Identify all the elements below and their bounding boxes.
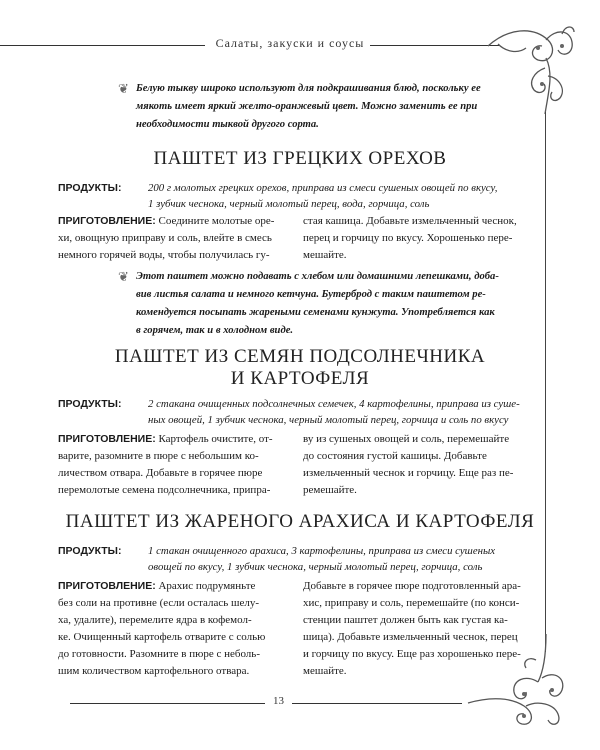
leaf-ornament-icon: ❦ (118, 269, 129, 284)
ingredients-line: овощей по вкусу, 1 зубчик чеснока, черный молотый перец, горчица, соль (148, 561, 483, 573)
preparation-label: ПРИГОТОВЛЕНИЕ: (58, 580, 156, 592)
tip-line: необходимости тыквой другого сорта. (136, 119, 319, 130)
recipe-title-walnut-pate: ПАШТЕТ ИЗ ГРЕЦКИХ ОРЕХОВ (153, 148, 447, 169)
preparation-right-column (303, 578, 538, 680)
prep-line: ву из сушеных овощей и соль, перемешайте (303, 433, 510, 445)
prep-line: до готовности. Разомните в пюре с неболь- (58, 648, 260, 660)
footer-rule-left (70, 703, 265, 704)
preparation-label: ПРИГОТОВЛЕНИЕ: (58, 215, 156, 227)
preparation-right-column (303, 431, 535, 499)
products-label: ПРОДУКТЫ: (58, 398, 122, 410)
prep-line: немного горячей воды, чтобы получилась гу- (58, 249, 270, 261)
ingredients-line: 200 г молотых грецких орехов, приправа из смеси сушеных овощей по вкусу, (148, 182, 498, 194)
header-rule-left (0, 45, 205, 46)
prep-line: варите, разомните в пюре с небольшим ко- (58, 450, 259, 462)
prep-line: Картофель очистите, от- (155, 433, 273, 445)
prep-line: личеством отвара. Добавьте в горячее пюре (58, 467, 263, 479)
ingredients-line: 2 стакана очищенных подсолнечных семечек, 4 картофелины, приправа из суше- (148, 398, 520, 410)
preparation-left-column (58, 431, 290, 499)
tip-line: Белую тыкву широко используют для подкрашивания блюд, поскольку ее (136, 83, 481, 94)
prep-line: Соедините молотые оре- (155, 215, 275, 227)
ingredients-line: 1 стакан очищенного арахиса, 3 картофелины, приправа из смеси сушеных (148, 545, 496, 557)
prep-line: стая кашица. Добавьте измельченный чеснок, (303, 215, 517, 227)
preparation-left-column (58, 213, 290, 264)
prep-line: и горчицу по вкусу. Еще раз хорошенько пере- (303, 648, 521, 660)
ingredients-list (148, 543, 548, 575)
products-label: ПРОДУКТЫ: (58, 182, 122, 194)
recipe-title-peanut-pate: ПАШТЕТ ИЗ ЖАРЕНОГО АРАХИСА И КАРТОФЕЛЯ (65, 511, 535, 532)
preparation-left-column (58, 578, 290, 680)
recipe-title-line: И КАРТОФЕЛЯ (230, 368, 370, 389)
prep-line: Арахис подрумяньте (155, 580, 256, 592)
prep-line: шим количеством картофельного отвара. (58, 665, 250, 677)
prep-line: ке. Очищенный картофель отварите с солью (58, 631, 266, 643)
preparation-label: ПРИГОТОВЛЕНИЕ: (58, 433, 156, 445)
footer-rule-right (292, 703, 462, 704)
running-header: Салаты, закуски и соусы (215, 36, 365, 50)
tip-line: в горячем, так и в холодном виде. (136, 325, 294, 336)
prep-line: мешайте. (303, 249, 347, 261)
prep-line: до состояния густой кашицы. Добавьте (303, 450, 487, 462)
ingredients-list (148, 180, 548, 212)
prep-line: Добавьте в горячее пюре подготовленный ара- (303, 580, 521, 592)
prep-line: шица). Добавьте измельченный чеснок, перец (303, 631, 518, 643)
tip-line: Этот паштет можно подавать с хлебом или домашними лепешками, доба- (136, 271, 499, 282)
prep-line: стенции паштет должен быть как густая ка- (303, 614, 508, 626)
leaf-ornament-icon: ❦ (118, 81, 129, 96)
prep-line: перец и горчицу по вкусу. Хорошенько пере- (303, 232, 513, 244)
tip-line: комендуется посыпать жареными семенами кунжута. Употребляется как (136, 307, 495, 318)
page-number: 13 (273, 695, 284, 707)
prep-line: мешайте. (303, 665, 347, 677)
tip-note-pumpkin (118, 80, 538, 134)
ingredients-line: 1 зубчик чеснока, черный молотый перец, вода, горчица, соль (148, 198, 430, 210)
ingredients-list (148, 396, 548, 428)
products-label: ПРОДУКТЫ: (58, 545, 122, 557)
prep-line: перемолотые семена подсолнечника, припра- (58, 484, 271, 496)
preparation-right-column (303, 213, 535, 264)
prep-line: хи, овощную приправу и соль, влейте в смесь (58, 232, 272, 244)
prep-line: хис, приправу и соль, перемешайте (по конси- (303, 597, 520, 609)
prep-line: без соли на противне (если осталась шелу- (58, 597, 260, 609)
recipe-title-line: ПАШТЕТ ИЗ СЕМЯН ПОДСОЛНЕЧНИКА (114, 346, 486, 367)
tip-line: мякоть имеет яркий желто-оранжевый цвет. Можно заменить ее при (136, 101, 478, 112)
ingredients-line: ных овощей, 1 зубчик чеснока, черный молотый перец, горчица и соль по вкусу (148, 414, 509, 426)
prep-line: измельченный чеснок и горчицу. Еще раз пе- (303, 467, 514, 479)
tip-note-serving (118, 268, 538, 340)
prep-line: ремешайте. (303, 484, 357, 496)
prep-line: ха, удалите), перемелите ядра в кофемол- (58, 614, 252, 626)
recipe-title-sunflower-pate (60, 346, 540, 390)
tip-line: вив листья салата и немного кетчуна. Бутерброд с таким паштетом ре- (136, 289, 486, 300)
